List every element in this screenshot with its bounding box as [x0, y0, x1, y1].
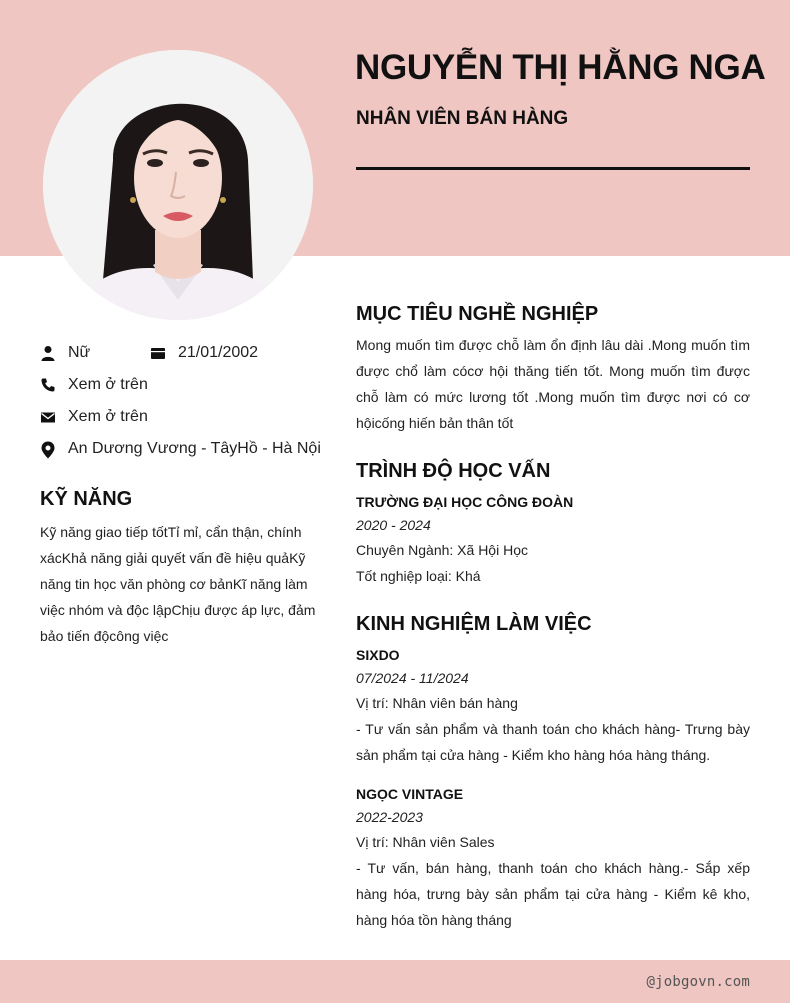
- job-title: NHÂN VIÊN BÁN HÀNG: [356, 108, 569, 129]
- avatar: [43, 50, 313, 320]
- phone-value: Xem ở trên: [68, 376, 148, 393]
- contact-email: [40, 408, 148, 426]
- mail-icon: [40, 409, 56, 425]
- job-description: - Tư vấn sản phẩm và thanh toán cho khách hàng- Trưng bày sản phẩm tại cửa hàng - Kiểm kho hàng hóa hàng tháng.: [356, 721, 750, 763]
- objective-title: MỤC TIÊU NGHỀ NGHIỆP: [356, 303, 599, 325]
- full-name: NGUYỄN THỊ HẰNG NGA: [355, 48, 766, 87]
- birthday-value: 21/01/2002: [178, 344, 259, 361]
- job-period: 07/2024 - 11/2024: [356, 670, 469, 686]
- education-title: TRÌNH ĐỘ HỌC VẤN: [356, 460, 551, 482]
- job-position: Vị trí: Nhân viên Sales: [356, 834, 495, 850]
- job-company: SIXDO: [356, 647, 400, 663]
- education-period: 2020 - 2024: [356, 517, 431, 533]
- education-major: Chuyên Ngành: Xã Hội Học: [356, 542, 528, 558]
- contact-phone: [40, 376, 148, 394]
- watermark: @jobgovn.com: [646, 974, 750, 990]
- contact-address: [40, 440, 321, 458]
- school-name: TRƯỜNG ĐẠI HỌC CÔNG ĐOÀN: [356, 494, 574, 510]
- gender-value: Nữ: [68, 344, 91, 361]
- job-position: Vị trí: Nhân viên bán hàng: [356, 695, 518, 711]
- email-value: Xem ở trên: [68, 408, 148, 425]
- contact-gender: [40, 344, 90, 362]
- header-divider: [356, 167, 750, 170]
- portrait-illustration: [43, 50, 313, 320]
- skills-text: Kỹ năng giao tiếp tốtTỉ mỉ, cẩn thận, chính xácKhả năng giải quyết vấn đề hiệu quảKỹ năng tin học văn phòng cơ bảnKĩ năng làm việc nhóm và độc lậpChịu được áp lực, đảm bảo tiến độcông việc: [40, 524, 316, 644]
- objective-text: Mong muốn tìm được chỗ làm ổn định lâu dài .Mong muốn tìm được chổ làm cócơ hội thăng tiến tốt. Mong muốn tìm được chỗ làm có mức lương tốt .Mong muốn tìm được nơi có cơ hộicống hiến bản thân tốt: [356, 337, 750, 431]
- calendar-icon: [150, 345, 166, 361]
- person-icon: [40, 345, 56, 361]
- phone-icon: [40, 377, 56, 393]
- location-pin-icon: [40, 441, 56, 457]
- address-value: An Dương Vương - TâyHồ - Hà Nội: [68, 440, 321, 457]
- experience-title: KINH NGHIỆM LÀM VIỆC: [356, 613, 592, 635]
- job-period: 2022-2023: [356, 809, 423, 825]
- contact-birthday: [150, 344, 258, 362]
- job-description: - Tư vấn, bán hàng, thanh toán cho khách hàng.- Sắp xếp hàng hóa, trưng bày sản phẩm tại cửa hàng - Kiểm kê kho, hàng hóa tồn hàng tháng: [356, 860, 750, 928]
- education-grade: Tốt nghiệp loại: Khá: [356, 568, 481, 584]
- skills-title: KỸ NĂNG: [40, 488, 133, 510]
- job-company: NGỌC VINTAGE: [356, 786, 464, 802]
